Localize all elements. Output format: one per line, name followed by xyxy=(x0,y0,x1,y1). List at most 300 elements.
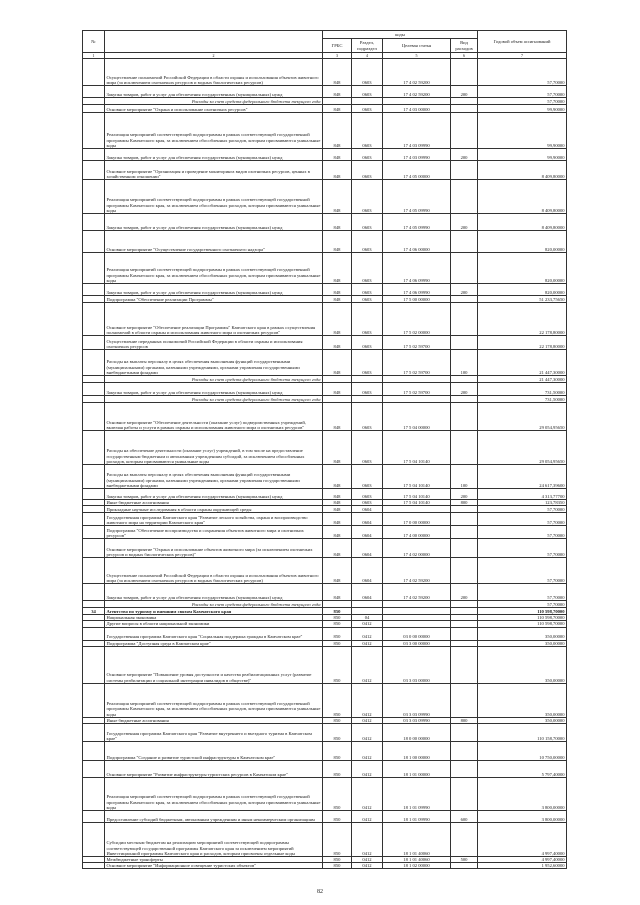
row-section-code: 0412 xyxy=(352,724,383,742)
row-number xyxy=(83,558,105,584)
table-row xyxy=(83,284,567,296)
row-grbs-code: 848 xyxy=(323,431,352,465)
row-amount: 3 800,00000 xyxy=(478,778,567,811)
table-row xyxy=(83,376,567,383)
row-section-code: 0603 xyxy=(352,303,383,336)
row-number xyxy=(83,513,105,526)
row-section-code: 0412 xyxy=(352,683,383,717)
table-row xyxy=(83,86,567,98)
row-target-article xyxy=(383,376,451,383)
row-section-code: 0412 xyxy=(352,717,383,723)
row-amount: 110 598,70000 xyxy=(478,621,567,627)
table-row xyxy=(83,296,567,303)
table-row xyxy=(83,383,567,396)
row-section-code: 0603 xyxy=(352,431,383,465)
row-amount: 820,00000 xyxy=(478,253,567,284)
row-expense-type xyxy=(451,396,478,403)
row-name: Основное мероприятие "Обеспечение деятельности (оказание услуг) подведомственных учреждений, включая работы и услуги в рамках охраны и использования животного мира и охотничьих ресурсов" xyxy=(105,403,323,431)
table-row xyxy=(83,601,567,608)
row-expense-type xyxy=(451,558,478,584)
row-target-article: 17 4 03 09990 xyxy=(383,149,451,161)
header-name xyxy=(105,31,323,53)
row-amount: 57,70000 xyxy=(478,526,567,539)
column-number: 1 xyxy=(83,53,105,59)
row-section-code: 0412 xyxy=(352,627,383,640)
row-amount: 22 178,80000 xyxy=(478,336,567,350)
row-grbs-code: 850 xyxy=(323,724,352,742)
row-number xyxy=(83,214,105,231)
row-number xyxy=(83,489,105,500)
row-grbs-code: 848 xyxy=(323,350,352,376)
row-amount: 4 313,77700 xyxy=(478,489,567,500)
row-expense-type xyxy=(451,526,478,539)
row-number xyxy=(83,761,105,778)
row-amount: 8 409,80000 xyxy=(478,161,567,180)
table-row xyxy=(83,431,567,465)
row-section-code: 0603 xyxy=(352,59,383,86)
row-name: Основное мероприятие "Охрана и использование объектов животного мира (за исключением охотничьих ресурсов и водных биологических ресурсов)" xyxy=(105,539,323,558)
table-row xyxy=(83,811,567,823)
row-amount: 350,00000 xyxy=(478,717,567,723)
row-section-code: 0604 xyxy=(352,506,383,513)
row-expense-type xyxy=(451,98,478,105)
row-section-code: 0603 xyxy=(352,231,383,253)
row-grbs-code: 850 xyxy=(323,621,352,627)
row-target-article: 03 3 03 09990 xyxy=(383,683,451,717)
row-amount: 731,50000 xyxy=(478,383,567,396)
row-grbs-code: 848 xyxy=(323,149,352,161)
row-name: Расходы на выплаты персоналу в целях обеспечения выполнения функций государственными (муниципальными) органами, казенными учреждениями, органами управления государственными внебюджетными фондами xyxy=(105,350,323,376)
table-row xyxy=(83,98,567,105)
row-name: Межбюджетные трансферты xyxy=(105,857,323,863)
row-expense-type xyxy=(451,161,478,180)
row-name: Подпрограмма "Доступная среда в Камчатском крае" xyxy=(105,640,323,646)
row-grbs-code: 850 xyxy=(323,761,352,778)
column-number: 5 xyxy=(383,53,451,59)
row-name: Подпрограмма "Обеспечение воспроизводства и сохранения объектов животного мира и охотничьих ресурсов" xyxy=(105,526,323,539)
row-target-article: 17 4 02 59200 xyxy=(383,59,451,86)
row-amount: 4 997,40000 xyxy=(478,823,567,857)
row-section-code: 0603 xyxy=(352,149,383,161)
row-expense-type xyxy=(451,761,478,778)
row-expense-type xyxy=(451,296,478,303)
row-name: Основное мероприятие "Развитие инфраструктуры туристских ресурсов в Камчатском крае" xyxy=(105,761,323,778)
row-name: Национальная экономика xyxy=(105,615,323,621)
row-expense-type xyxy=(451,608,478,615)
row-amount: 820,00000 xyxy=(478,284,567,296)
row-expense-type xyxy=(451,180,478,214)
row-number xyxy=(83,683,105,717)
row-name: Расходы за счет средств федерального бюджета текущего года xyxy=(105,376,323,383)
row-name: Основное мероприятие "Повышение уровня доступности и качества реабилитационных услуг (развитие системы реабилитации и социальной интеграции инвалидов в обществе)" xyxy=(105,646,323,683)
table-row xyxy=(83,214,567,231)
row-grbs-code: 848 xyxy=(323,526,352,539)
column-number: 6 xyxy=(451,53,478,59)
row-amount: 51 233,75650 xyxy=(478,296,567,303)
row-target-article: 18 1 01 00000 xyxy=(383,761,451,778)
row-amount: 22 178,80000 xyxy=(478,303,567,336)
table-row xyxy=(83,584,567,601)
row-name: Другие вопросы в области национальной экономики xyxy=(105,621,323,627)
table-row xyxy=(83,742,567,761)
row-grbs-code: 850 xyxy=(323,811,352,823)
row-expense-type xyxy=(451,724,478,742)
header-total: Годовой объем ассигнований xyxy=(478,31,567,53)
row-amount: 57,70000 xyxy=(478,539,567,558)
row-grbs-code: 848 xyxy=(323,231,352,253)
row-expense-type: 500 xyxy=(451,857,478,863)
row-expense-type xyxy=(451,376,478,383)
row-expense-type xyxy=(451,742,478,761)
row-amount: 29 054,95650 xyxy=(478,403,567,431)
row-name: Реализация мероприятий соответствующей подпрограммы в рамках соответствующей государственной программы Камчатского края, за исключением обособленных расходов, которым присваиваются уникальные коды xyxy=(105,778,323,811)
row-target-article: 17 5 04 10140 xyxy=(383,500,451,506)
row-name: Основное мероприятие "Информационное освещение туристских объектов" xyxy=(105,863,323,869)
row-section-code: 0603 xyxy=(352,180,383,214)
row-target-article: 03 3 03 09990 xyxy=(383,717,451,723)
row-number xyxy=(83,231,105,253)
row-amount: 3 800,00000 xyxy=(478,811,567,823)
table-body xyxy=(83,59,567,869)
row-expense-type: 800 xyxy=(451,500,478,506)
row-target-article: 17 5 04 00000 xyxy=(383,403,451,431)
row-name: Закупка товаров, работ и услуг для обеспечения государственных (муниципальных) нужд xyxy=(105,584,323,601)
row-amount: 57,70000 xyxy=(478,558,567,584)
row-amount: 10 750,00000 xyxy=(478,742,567,761)
row-name: Основное мероприятие "Обеспечение реализации Программы" Камчатского края в рамках осуществления полномочий в области охраны и использования животного мира и охотничьих ресурсов" xyxy=(105,303,323,336)
row-target-article: 17 4 02 00000 xyxy=(383,539,451,558)
row-expense-type: 200 xyxy=(451,584,478,601)
header-codes: коды xyxy=(323,31,478,39)
table-row xyxy=(83,149,567,161)
column-number: 2 xyxy=(105,53,323,59)
row-number xyxy=(83,584,105,601)
row-name: Расходы за счет средств федерального бюджета текущего года xyxy=(105,98,323,105)
row-target-article: 17 5 04 10140 xyxy=(383,465,451,489)
row-section-code xyxy=(352,98,383,105)
table-row xyxy=(83,683,567,717)
row-name: Подпрограмма "Обеспечение реализации Программы" xyxy=(105,296,323,303)
row-expense-type xyxy=(451,105,478,113)
row-target-article: 17 4 03 09990 xyxy=(383,113,451,149)
column-number: 4 xyxy=(352,53,383,59)
row-grbs-code xyxy=(323,98,352,105)
row-target-article: 17 4 05 09990 xyxy=(383,214,451,231)
row-amount: 99,90000 xyxy=(478,105,567,113)
row-amount: 110 598,70000 xyxy=(478,615,567,621)
row-target-article: 17 4 06 00000 xyxy=(383,231,451,253)
table-row xyxy=(83,558,567,584)
table-row xyxy=(83,761,567,778)
row-name: Государственная программа Камчатского края "Развитие внутреннего и въездного туризма в Камчатском крае" xyxy=(105,724,323,742)
table-row xyxy=(83,336,567,350)
row-number xyxy=(83,303,105,336)
row-section-code: 0603 xyxy=(352,403,383,431)
row-section-code: 0603 xyxy=(352,465,383,489)
row-expense-type xyxy=(451,403,478,431)
row-grbs-code: 848 xyxy=(323,465,352,489)
row-expense-type: 200 xyxy=(451,214,478,231)
row-number xyxy=(83,376,105,383)
row-expense-type xyxy=(451,431,478,465)
table-row xyxy=(83,513,567,526)
row-section-code: 0412 xyxy=(352,621,383,627)
row-name: Основное мероприятие "Организация и проведение мониторинга видов охотничьих ресурсов, ценных в хозяйственном отношении" xyxy=(105,161,323,180)
row-name: Осуществление переданных полномочий Российской Федерации в области охраны и использования охотничьих ресурсов xyxy=(105,336,323,350)
row-amount: 57,70000 xyxy=(478,513,567,526)
row-target-article: 17 4 05 09990 xyxy=(383,180,451,214)
row-amount: 29 054,95650 xyxy=(478,431,567,465)
row-section-code: 0412 xyxy=(352,823,383,857)
row-number xyxy=(83,539,105,558)
row-name: Основное мероприятие "Охрана и использование охотничьих ресурсов" xyxy=(105,105,323,113)
row-number xyxy=(83,98,105,105)
row-number xyxy=(83,403,105,431)
row-amount: 21 447,30000 xyxy=(478,376,567,383)
row-grbs-code: 848 xyxy=(323,489,352,500)
row-section-code: 0603 xyxy=(352,350,383,376)
row-name: Расходы на выплаты персоналу в целях обеспечения выполнения функций государственными (муниципальными) органами, казенными учреждениями, органами управления государственными внебюджетными фондами xyxy=(105,465,323,489)
row-expense-type: 200 xyxy=(451,86,478,98)
table-row xyxy=(83,646,567,683)
row-name: Прикладные научные исследования в области охраны окружающей среды xyxy=(105,506,323,513)
row-expense-type xyxy=(451,253,478,284)
row-number xyxy=(83,601,105,608)
row-name: Иные бюджетные ассигнования xyxy=(105,500,323,506)
row-amount: 99,90000 xyxy=(478,149,567,161)
table-row xyxy=(83,539,567,558)
row-amount: 4 997,40000 xyxy=(478,857,567,863)
row-grbs-code: 848 xyxy=(323,506,352,513)
row-expense-type xyxy=(451,627,478,640)
table-row xyxy=(83,506,567,513)
row-section-code: 0603 xyxy=(352,214,383,231)
row-number xyxy=(83,646,105,683)
row-grbs-code: 848 xyxy=(323,86,352,98)
row-amount: 8 409,80000 xyxy=(478,214,567,231)
row-number xyxy=(83,59,105,86)
row-amount: 110 598,70000 xyxy=(478,608,567,615)
table-row xyxy=(83,161,567,180)
row-target-article: 17 4 06 09990 xyxy=(383,253,451,284)
row-name: Агентство по туризму и внешним связям Камчатского края xyxy=(105,608,323,615)
row-target-article: 18 1 01 40060 xyxy=(383,823,451,857)
row-target-article: 03 3 00 00000 xyxy=(383,640,451,646)
row-expense-type: 100 xyxy=(451,465,478,489)
row-amount: 57,70000 xyxy=(478,98,567,105)
row-number xyxy=(83,105,105,113)
row-expense-type: 800 xyxy=(451,717,478,723)
row-amount: 110 158,70000 xyxy=(478,724,567,742)
row-expense-type: 600 xyxy=(451,811,478,823)
row-target-article: 03 0 00 00000 xyxy=(383,627,451,640)
row-section-code: 0412 xyxy=(352,761,383,778)
row-number: 34 xyxy=(83,608,105,615)
row-grbs-code: 850 xyxy=(323,857,352,863)
header-razdel: Раздел, подраздел xyxy=(352,39,383,53)
row-expense-type xyxy=(451,303,478,336)
header-num: № xyxy=(83,31,105,53)
row-section-code xyxy=(352,396,383,403)
row-grbs-code: 848 xyxy=(323,403,352,431)
row-section-code: 0604 xyxy=(352,558,383,584)
row-target-article: 17 5 02 59700 xyxy=(383,336,451,350)
row-grbs-code: 848 xyxy=(323,303,352,336)
row-name: Осуществление полномочий Российской Федерации в области охраны и использования объектов животного мира (за исключением охотничьих ресурсов и водных биологических ресурсов) xyxy=(105,558,323,584)
row-section-code: 0603 xyxy=(352,500,383,506)
row-target-article: 03 3 03 00000 xyxy=(383,646,451,683)
row-grbs-code: 848 xyxy=(323,539,352,558)
row-name: Субсидии местным бюджетам на реализацию мероприятий соответствующей подпрограммы соответствующей государственной программы Камчатского края за исключением мероприятий Инвестиционной программы Камчатского края и расходов, которым присвоены отдельные коды xyxy=(105,823,323,857)
row-number xyxy=(83,350,105,376)
row-section-code xyxy=(352,601,383,608)
row-target-article xyxy=(383,601,451,608)
row-target-article xyxy=(383,98,451,105)
row-number xyxy=(83,465,105,489)
row-number xyxy=(83,627,105,640)
row-number xyxy=(83,161,105,180)
row-number xyxy=(83,863,105,869)
row-section-code: 0412 xyxy=(352,778,383,811)
row-section-code: 0604 xyxy=(352,526,383,539)
header-grbs: ГРБС xyxy=(323,39,352,53)
row-expense-type: 200 xyxy=(451,149,478,161)
row-section-code: 0412 xyxy=(352,646,383,683)
row-section-code: 0604 xyxy=(352,539,383,558)
row-expense-type xyxy=(451,539,478,558)
row-grbs-code: 850 xyxy=(323,608,352,615)
header-target-article: Целевая статья xyxy=(383,39,451,53)
row-section-code: 0603 xyxy=(352,86,383,98)
row-section-code: 0603 xyxy=(352,383,383,396)
row-target-article: 17 5 02 59700 xyxy=(383,350,451,376)
row-grbs-code xyxy=(323,376,352,383)
row-target-article xyxy=(383,506,451,513)
row-target-article: 18 1 01 40060 xyxy=(383,857,451,863)
page-number: 82 xyxy=(317,889,323,895)
row-section-code: 0603 xyxy=(352,296,383,303)
row-name: Предоставление субсидий бюджетным, автономным учреждениям и иным некоммерческим организациям xyxy=(105,811,323,823)
row-number xyxy=(83,149,105,161)
row-section-code: 0412 xyxy=(352,857,383,863)
budget-document xyxy=(82,30,566,869)
row-target-article: 18 1 02 00000 xyxy=(383,863,451,869)
table-row xyxy=(83,489,567,500)
row-amount: 350,00000 xyxy=(478,627,567,640)
row-name: Осуществление полномочий Российской Федерации в области охраны и использования объектов животного мира (за исключением охотничьих ресурсов и водных биологических ресурсов) xyxy=(105,59,323,86)
row-grbs-code: 848 xyxy=(323,500,352,506)
table-row xyxy=(83,863,567,869)
row-name: Закупка товаров, работ и услуг для обеспечения государственных (муниципальных) нужд xyxy=(105,383,323,396)
row-grbs-code xyxy=(323,601,352,608)
table-row xyxy=(83,465,567,489)
table-row xyxy=(83,59,567,86)
row-section-code: 0603 xyxy=(352,336,383,350)
row-section-code xyxy=(352,376,383,383)
row-grbs-code: 848 xyxy=(323,284,352,296)
row-expense-type: 200 xyxy=(451,284,478,296)
column-number: 7 xyxy=(478,53,567,59)
header-expense-type: Вид расходов xyxy=(451,39,478,53)
row-expense-type xyxy=(451,646,478,683)
row-amount: 57,70000 xyxy=(478,59,567,86)
row-grbs-code: 850 xyxy=(323,646,352,683)
row-target-article: 18 1 01 09990 xyxy=(383,811,451,823)
row-grbs-code: 850 xyxy=(323,640,352,646)
row-section-code xyxy=(352,608,383,615)
row-target-article: 17 4 02 59200 xyxy=(383,558,451,584)
row-grbs-code: 850 xyxy=(323,683,352,717)
row-name: Закупка товаров, работ и услуг для обеспечения государственных (муниципальных) нужд xyxy=(105,149,323,161)
row-grbs-code: 848 xyxy=(323,161,352,180)
row-section-code: 0603 xyxy=(352,161,383,180)
row-name: Государственная программа Камчатского края "Развитие лесного хозяйства, охрана и воспроизводство животного мира на территории Камчатского края" xyxy=(105,513,323,526)
row-number xyxy=(83,383,105,396)
table-row xyxy=(83,113,567,149)
row-name: Государственная программа Камчатского края "Социальная поддержка граждан в Камчатском крае" xyxy=(105,627,323,640)
row-expense-type xyxy=(451,231,478,253)
row-section-code: 04 xyxy=(352,615,383,621)
row-section-code: 0603 xyxy=(352,253,383,284)
row-name: Расходы за счет средств федерального бюджета текущего года xyxy=(105,396,323,403)
row-name: Реализация мероприятий соответствующей подпрограммы в рамках соответствующей государственной программы Камчатского края, за исключением обособленных расходов, которым присваиваются уникальные коды xyxy=(105,253,323,284)
row-target-article: 18 0 00 00000 xyxy=(383,724,451,742)
row-expense-type xyxy=(451,601,478,608)
row-number xyxy=(83,431,105,465)
row-amount: 57,70000 xyxy=(478,86,567,98)
row-section-code: 0603 xyxy=(352,113,383,149)
row-section-code: 0412 xyxy=(352,811,383,823)
row-amount: 350,00000 xyxy=(478,683,567,717)
row-expense-type xyxy=(451,683,478,717)
row-grbs-code: 850 xyxy=(323,778,352,811)
row-name: Расходы на обеспечение деятельности (оказание услуг) учреждений, в том числе на предоставление государственным бюджетным и автономным учреждениям субсидий, за исключением обособленных расходов, которым присваиваются уникальные коды xyxy=(105,431,323,465)
table-row xyxy=(83,627,567,640)
row-target-article: 18 1 01 09990 xyxy=(383,778,451,811)
row-target-article xyxy=(383,396,451,403)
row-amount: 350,00000 xyxy=(478,640,567,646)
table-row xyxy=(83,778,567,811)
table-row xyxy=(83,526,567,539)
table-row xyxy=(83,396,567,403)
row-name: Иные бюджетные ассигнования xyxy=(105,717,323,723)
row-grbs-code: 848 xyxy=(323,59,352,86)
row-grbs-code: 850 xyxy=(323,863,352,869)
row-number xyxy=(83,742,105,761)
table-row xyxy=(83,231,567,253)
row-section-code: 0412 xyxy=(352,640,383,646)
row-name: Закупка товаров, работ и услуг для обеспечения государственных (муниципальных) нужд xyxy=(105,86,323,98)
row-amount: 350,00000 xyxy=(478,646,567,683)
row-grbs-code: 850 xyxy=(323,717,352,723)
row-name: Реализация мероприятий соответствующей подпрограммы в рамках соответствующей государственной программы Камчатского края, за исключением обособленных расходов, которым присваиваются уникальные коды xyxy=(105,683,323,717)
row-grbs-code: 850 xyxy=(323,742,352,761)
table-row xyxy=(83,253,567,284)
row-amount: 8 409,80000 xyxy=(478,180,567,214)
table-row xyxy=(83,403,567,431)
row-expense-type xyxy=(451,336,478,350)
row-target-article: 17 5 04 10140 xyxy=(383,431,451,465)
row-section-code: 0603 xyxy=(352,105,383,113)
row-section-code: 0604 xyxy=(352,513,383,526)
row-number xyxy=(83,113,105,149)
row-target-article: 17 4 02 59200 xyxy=(383,584,451,601)
table-row xyxy=(83,303,567,336)
row-grbs-code: 848 xyxy=(323,113,352,149)
row-grbs-code: 848 xyxy=(323,383,352,396)
row-grbs-code: 850 xyxy=(323,627,352,640)
row-amount: 1 952,60000 xyxy=(478,863,567,869)
